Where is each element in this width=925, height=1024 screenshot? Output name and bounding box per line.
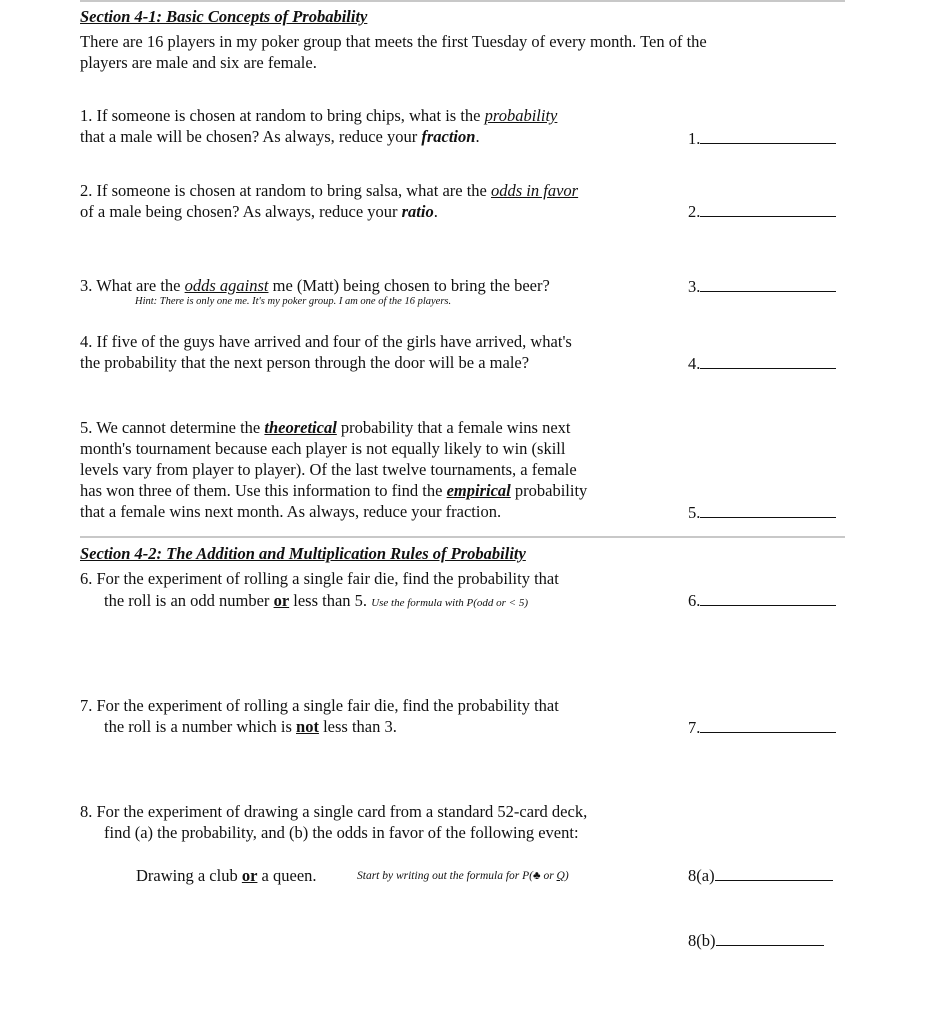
q5-text-a: 5. We cannot determine the [80, 418, 265, 437]
q1-text-c: . [475, 127, 480, 146]
q7-text-a: the roll is a number which is [104, 717, 297, 736]
q5-answer[interactable] [688, 503, 836, 523]
q3-line-1 [80, 275, 550, 296]
q2-text-b: of a male being chosen? As always, reduce your [80, 202, 402, 221]
q4-answer-blank[interactable] [700, 354, 836, 369]
q6-answer-blank[interactable] [700, 591, 836, 606]
q6-text-b: less than 5. [289, 591, 372, 610]
q3-text-a: 3. What are the [80, 276, 185, 295]
q7-answer-label: 7. [688, 718, 701, 737]
q8a-answer-label: 8(a) [688, 866, 715, 885]
q2-bold: ratio [401, 202, 434, 221]
q8b-answer[interactable] [688, 931, 824, 951]
q7-answer[interactable] [688, 718, 836, 738]
q2-term: odds in favor [491, 181, 579, 200]
q6-line-2 [104, 590, 528, 614]
intro-line-1: There are 16 players in my poker group that meets the first Tuesday of every month. Ten of the [80, 32, 707, 51]
q8-note [357, 866, 569, 887]
q5-text-b: probability that a female wins next [336, 418, 571, 437]
q3-answer[interactable] [688, 277, 836, 297]
q5-term-theoretical: theoretical [264, 418, 337, 437]
q1-answer-label: 1. [688, 129, 701, 148]
q1-text-b: that a male will be chosen? As always, reduce your [80, 127, 422, 146]
q3-hint: Hint: There is only one me. It's my poker group. I am one of the 16 players. [135, 296, 452, 307]
q8-line-2: find (a) the probability, and (b) the odds in favor of the following event: [104, 823, 579, 842]
q1-line-2 [80, 126, 480, 147]
top-rule [80, 0, 845, 2]
q1-term: probability [484, 106, 558, 125]
q8b-answer-blank[interactable] [716, 931, 824, 946]
q1-line-1 [80, 105, 557, 126]
q7-text-b: less than 3. [318, 717, 397, 736]
q2-line-1 [80, 180, 578, 201]
q5-answer-label: 5. [688, 503, 701, 522]
q8-word-or: or [241, 866, 258, 885]
q8b-answer-label: 8(b) [688, 931, 716, 950]
q1-answer[interactable] [688, 129, 836, 149]
q3-term: odds against [184, 276, 269, 295]
q8-event-b: a queen. [257, 866, 317, 885]
q6-answer[interactable] [688, 591, 836, 611]
q1-answer-blank[interactable] [700, 129, 836, 144]
q8a-answer-blank[interactable] [715, 866, 833, 881]
q6-line-1: 6. For the experiment of rolling a single fair die, find the probability that [80, 569, 559, 588]
q5-term-empirical: empirical [446, 481, 511, 500]
q5-line-3: levels vary from player to player). Of the last twelve tournaments, a female [80, 460, 577, 479]
q2-answer-label: 2. [688, 202, 701, 221]
q2-answer[interactable] [688, 202, 836, 222]
intro-line-2: players are male and six are female. [80, 53, 317, 72]
q3-text-b: me (Matt) being chosen to bring the beer? [268, 276, 550, 295]
q5-text-4a: has won three of them. Use this information to find the [80, 481, 447, 500]
q2-line-2 [80, 201, 438, 222]
q4-line-2: the probability that the next person through the door will be a male? [80, 353, 530, 372]
q5-line-1 [80, 417, 570, 438]
q3-answer-label: 3. [688, 277, 701, 296]
q6-answer-label: 6. [688, 591, 701, 610]
section-title-4-1: Section 4-1: Basic Concepts of Probability [80, 7, 368, 26]
q5-line-2: month's tournament because each player is not equally likely to win (skill [80, 439, 566, 458]
q6-word-or: or [273, 591, 290, 610]
q4-answer[interactable] [688, 354, 836, 374]
q8-note-q: Q [556, 870, 565, 882]
q2-text-a: 2. If someone is chosen at random to bring salsa, what are the [80, 181, 492, 200]
q7-answer-blank[interactable] [700, 718, 836, 733]
q5-line-5: that a female wins next month. As always, reduce your fraction. [80, 502, 502, 521]
q1-bold: fraction [421, 127, 476, 146]
q2-answer-blank[interactable] [700, 202, 836, 217]
q7-word-not: not [296, 717, 319, 736]
q8-line-1: 8. For the experiment of drawing a single card from a standard 52-card deck, [80, 802, 588, 821]
q6-note: Use the formula with P(odd or < 5) [371, 597, 529, 609]
section-title-4-2: Section 4-2: The Addition and Multiplication Rules of Probability [80, 544, 526, 563]
q8-note-a: Start by writing out the formula for P( [357, 870, 534, 882]
q4-line-1: 4. If five of the guys have arrived and four of the girls have arrived, what's [80, 332, 572, 351]
q5-line-4 [80, 480, 587, 501]
q7-line-1: 7. For the experiment of rolling a single fair die, find the probability that [80, 696, 559, 715]
q8-note-c: ) [564, 870, 569, 882]
intro-text [80, 31, 820, 73]
q5-text-4b: probability [510, 481, 588, 500]
q6-text-a: the roll is an odd number [104, 591, 274, 610]
q8-event-a: Drawing a club [136, 866, 242, 885]
q8-note-b: or [540, 870, 557, 882]
q8-event [136, 865, 317, 886]
q7-line-2 [104, 716, 397, 737]
q5-answer-blank[interactable] [700, 503, 836, 518]
q8a-answer[interactable] [688, 866, 833, 886]
section-rule [80, 536, 845, 538]
q4-answer-label: 4. [688, 354, 701, 373]
q2-text-c: . [433, 202, 438, 221]
q1-text-a: 1. If someone is chosen at random to bring chips, what is the [80, 106, 485, 125]
club-icon: ♣ [533, 870, 541, 882]
q3-answer-blank[interactable] [700, 277, 836, 292]
